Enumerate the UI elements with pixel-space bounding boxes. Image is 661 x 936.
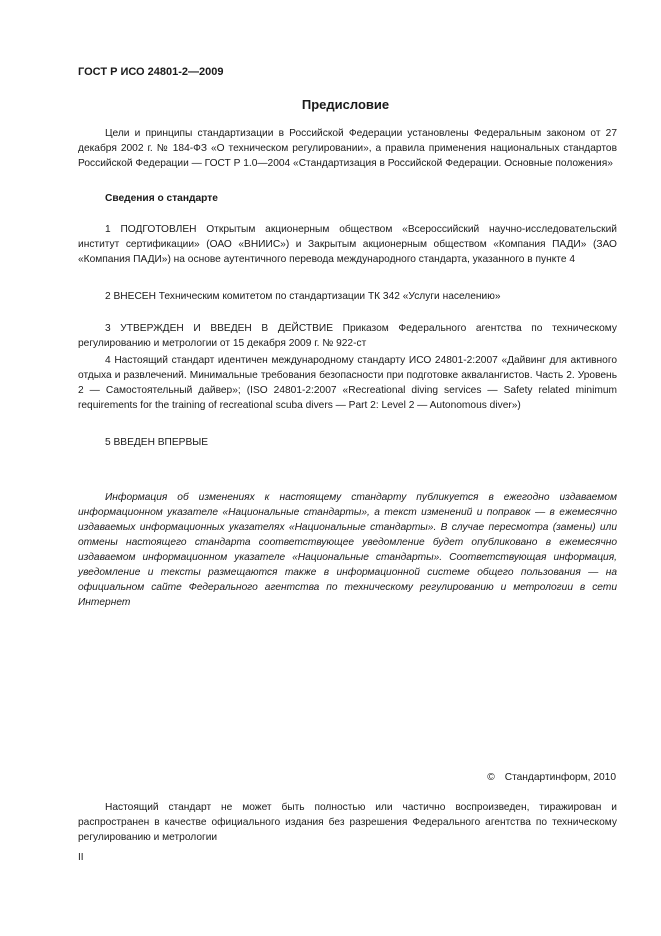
item-3-text: 3 УТВЕРЖДЕН И ВВЕДЕН В ДЕЙСТВИЕ Приказом Федерального агентства по техническому регулированию и метрологии от 15 декабря 2009 г. № 922-ст (78, 323, 617, 349)
intro-text: Цели и принципы стандартизации в Российской Федерации установлены Федеральным законом от 27 декабря 2002 г. № 184-ФЗ «О техническом регулировании», а правила применения национальных стандартов Российской Федерации — ГОСТ Р 1.0—2004 «Стандартизация в Российской Федерации. Основные положения» (78, 128, 617, 169)
footer-note-text: Настоящий стандарт не может быть полностью или частично воспроизведен, тиражирован и распространен в качестве официального издания без разрешения Федерального агентства по техническому регулированию и метрологии (78, 802, 617, 843)
page-number: II (78, 852, 84, 863)
item-1-text: 1 ПОДГОТОВЛЕН Открытым акционерным обществом «Всероссийский научно-исследовательский институт сертификации» (ОАО «ВНИИС») и Закрытым акционерным обществом «Компания ПАДИ» (ЗАО «Компания ПАДИ») на основе аутентичного перевода международного стандарта, указанного в пункте 4 (78, 224, 617, 265)
item-2-text: 2 ВНЕСЕН Техническим комитетом по стандартизации ТК 342 «Услуги населению» (105, 291, 501, 302)
list-item (78, 435, 617, 450)
copyright-text: Стандартинформ, 2010 (504, 772, 616, 783)
list-item (78, 222, 617, 267)
copyright (487, 772, 616, 783)
list-item (78, 289, 617, 304)
item-5-text: 5 ВВЕДЕН ВПЕРВЫЕ (105, 437, 209, 448)
footer-note (78, 800, 617, 845)
document-id-header: ГОСТ Р ИСО 24801-2—2009 (78, 66, 224, 78)
notice-paragraph (78, 490, 617, 610)
copyright-icon: © (487, 772, 495, 783)
subheading: Сведения о стандарте (105, 193, 218, 204)
notice-text: Информация об изменениях к настоящему стандарту публикуется в ежегодно издаваемом информационном указателе «Национальные стандарты», а текст изменений и поправок — в ежемесячно издаваемых информационных указателях «Национальные стандарты». В случае пересмотра (замены) или отмены настоящего стандарта соответствующее уведомление будет опубликовано в ежемесячно издаваемом информационном указателе «Национальные стандарты». Соответствующая информация, уведомление и тексты размещаются также в информационной системе общего пользования — на официальном сайте Федерального агентства по техническому регулированию и метрологии в сети Интернет (78, 492, 617, 608)
list-item (78, 353, 617, 413)
list-item (78, 321, 617, 351)
page-title: Предисловие (301, 97, 390, 112)
intro-paragraph (78, 126, 617, 171)
item-4-text: 4 Настоящий стандарт идентичен международному стандарту ИСО 24801-2:2007 «Дайвинг для активного отдыха и развлечений. Минимальные требования безопасности при подготовке аквалангистов. Часть 2. Уровень 2 — Самостоятельный дайвер»; (ISO 24801-2:2007 «Recreational diving services — Safety related minimum requirements for the training of recreational scuba divers — Part 2: Level 2 — Autonomous diver») (78, 355, 617, 411)
